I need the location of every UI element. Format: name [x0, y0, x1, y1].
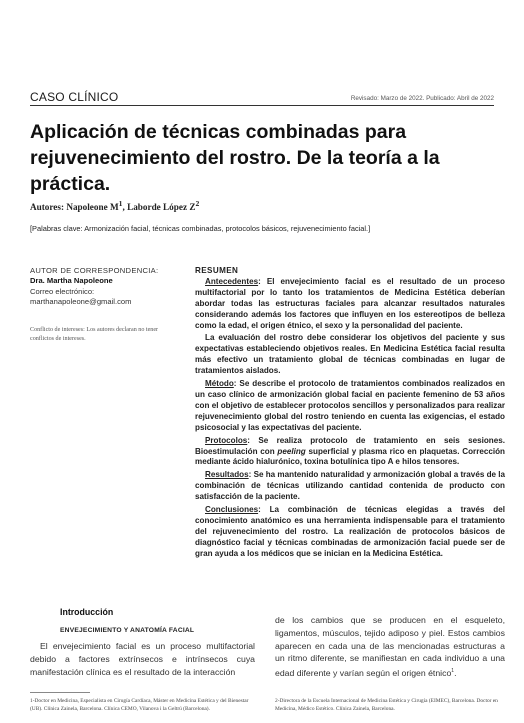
correspondence-label: AUTOR DE CORRESPONDENCIA:	[30, 266, 159, 275]
abstract-evaluation: La evaluación del rostro debe considerar los objetivos del paciente y sus expectativas estableciendo objetivos reales. En Medicina Estética facial resulta más efectivo un tratamiento global de técnicas combinadas en lugar de tratamientos aislados.	[195, 333, 505, 376]
conflict-of-interest: Conflicto de intereses: Los autores declaran no tener conflictos de intereses.	[30, 327, 159, 342]
body-left-column: El envejecimiento facial es un proceso multifactorial debido a factores extrínsecos e intrínsecos cuya manifestación clínica es el resultado de la interacción	[30, 641, 255, 677]
correspondence-block	[30, 266, 160, 307]
abstract-heading: RESUMEN	[195, 266, 239, 275]
section-label: CASO CLÍNICO	[30, 90, 119, 104]
footnote-rule	[30, 692, 90, 693]
abstract-protocols: Protocolos: Se realiza protocolo de tratamiento en seis sesiones. Bioestimulación con peeling superficial y plasma rico en plaquetas. Corrección mediante ácido hialurónico, toxina botulínica tipo A e hilos tensores.	[195, 435, 505, 467]
abstract-method: Método: Se describe el protocolo de tratamientos combinados realizados en un caso clínico de armonización global facial en paciente femenino de 53 años con el objetivo de establecer protocolos sencillos y personalizados para realizar rejuvenecimiento global del rostro teniendo en cuenta las exigencias, el estado psicosocial y las expectativas del paciente.	[195, 379, 505, 432]
introduction-subheading: ENVEJECIMIENTO Y ANATOMÍA FACIAL	[60, 627, 195, 634]
abstract	[195, 266, 505, 562]
introduction-heading: Introducción	[60, 607, 114, 617]
footnote-author-2: 2-Directora de la Escuela Internacional de Medicina Estética y Cirugía (EIMEC), Barcelona. Doctor en Medicina, Médico Estético. Clínica Zainela, Barcelona.	[275, 698, 498, 713]
abstract-conclusions: Conclusiones: La combinación de técnicas elegidas a través del conocimiento anatómico es una herramienta indispensable para el tratamiento del rejuvenecimiento del rostro. La realización de protocolos básicos de diagnóstico facial y técnicas combinadas de armonización facial puede ser de gran ayuda a los médicos que se inician en la Medicina Estética.	[195, 505, 505, 558]
revision-dates: Revisado: Marzo de 2022. Publicado: Abril de 2022	[350, 95, 494, 102]
abstract-results: Resultados: Se ha mantenido naturalidad y armonización global a través de la combinación de técnicas utilizando cantidad contenida de producto con satisfacción de la paciente.	[195, 470, 506, 502]
correspondence-name: Dra. Martha Napoleone	[30, 276, 113, 286]
header-divider	[30, 105, 494, 106]
body-right-column: de los cambios que se producen en el esqueleto, ligamentos, músculos, tejido adiposo y piel. Estos cambios aparecen en cada una de las mencionadas estructuras a un ritmo diferente, se manifiestan en cada individuo a una edad diferente y varían según el origen étnico$^1$.	[275, 615, 505, 679]
email-address[interactable]: marthanapoleone@gmail.com	[30, 296, 132, 306]
email-label: Correo electrónico:	[30, 286, 95, 296]
abstract-background: Antecedentes: El envejecimiento facial es el resultado de un proceso multifactorial por lo tanto los tratamientos de Medicina Estética deberían abordar todas las estructuras faciales para alcanzar resultados naturales considerando además los factores que influyen en los estereotipos de belleza como la edad, el origen étnico, el sexo y la personalidad del paciente.	[195, 276, 505, 330]
keywords: [Palabras clave: Armonización facial, técnicas combinadas, protocolos básicos, rejuvenecimiento facial.]	[30, 224, 371, 233]
authors: Autores: Napoleone $M^1$, Laborde López $Z^2$	[30, 199, 200, 213]
footnote-author-1: 1-Doctor en Medicina, Especialista en Cirugía Cardíaca, Máster en Medicina Estética y del Bienestar (UB). Clínica Zainela, Barcelona. Clínica CEMO, Vilanova i la Geltrú (Barcelona).	[30, 698, 249, 713]
article-title: Aplicación de técnicas combinadas para rejuvenecimiento del rostro. De la teoría a la práctica.	[30, 121, 440, 195]
